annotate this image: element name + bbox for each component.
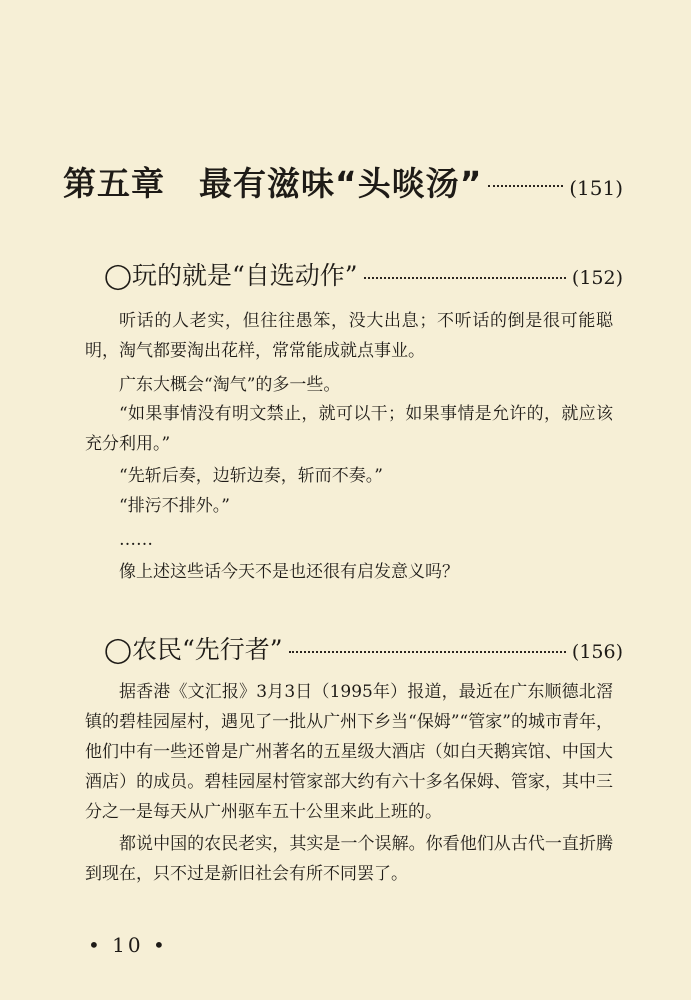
section-title: ◯玩的就是“自选动作” <box>104 261 358 290</box>
page-number: • 10 • <box>88 933 168 957</box>
section-page-number: (156) <box>571 641 623 663</box>
leader-dots <box>488 176 563 187</box>
paragraph: “排污不排外。” <box>119 496 230 516</box>
chapter-page-number: (151) <box>569 176 623 200</box>
paragraph: 像上述这些话今天不是也还很有启发意义吗？ <box>119 562 459 582</box>
section-page-number: (152) <box>571 267 623 289</box>
paragraph: 广东大概会“淘气”的多一些。 <box>119 375 341 395</box>
section-title: ◯农民“先行者” <box>104 635 283 664</box>
chapter-title: 第五章 最有滋味“头啖汤” <box>63 164 483 203</box>
chapter-heading <box>63 158 623 205</box>
paragraph: 都说中国的农民老实，其实是一个误解。你看他们从古代一直折腾到现在，只不过是新旧社会有所不同罢了。 <box>85 834 613 884</box>
paragraph: “如果事情没有明文禁止，就可以干；如果事情是允许的，就应该充分利用。” <box>85 404 613 454</box>
leader-dots <box>289 643 566 654</box>
leader-dots <box>364 269 566 280</box>
paragraph: …… <box>119 530 153 550</box>
section-heading <box>104 630 623 666</box>
section-heading <box>104 256 623 292</box>
paragraph: 据香港《文汇报》3月3日（1995年）报道，最近在广东顺德北滘镇的碧桂园屋村，遇见了一批从广州下乡当“保姆”“管家”的城市青年，他们中有一些还曾是广州著名的五星级大酒店（如白天鹅宾馆、中国大酒店）的成员。碧桂园屋村管家部大约有六十多名保姆、管家，其中三分之一是每天从广州驱车五十公里来此上班的。 <box>85 682 613 822</box>
paragraph: “先斩后奏，边斩边奏，斩而不奏。” <box>119 466 383 486</box>
paragraph: 听话的人老实，但往往愚笨，没大出息；不听话的倒是很可能聪明，淘气都要淘出花样，常常能成就点事业。 <box>85 311 613 361</box>
